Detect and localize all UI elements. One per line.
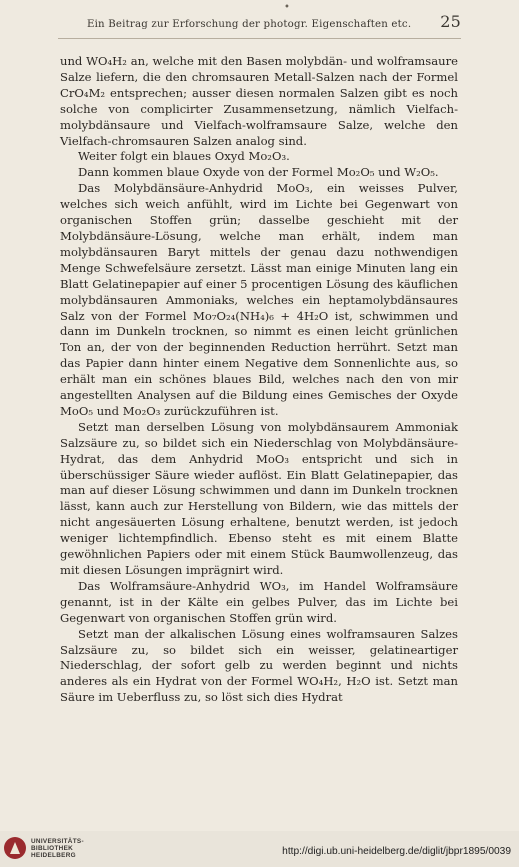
- digitization-footer: [0, 831, 519, 867]
- ink-mark: •: [284, 2, 290, 13]
- page-number: 25: [440, 12, 461, 31]
- running-title: Ein Beitrag zur Erforschung der photogr. Eigenschaften etc.: [86, 19, 412, 30]
- library-logo: [4, 837, 84, 859]
- paragraph: Setzt man der alkalischen Lösung eines wolframsauren Salzes Salzsäure zu, so bildet sich ein weisser, gelatineartiger Niederschlag, der sofort gelb zu werden beginnt und nichts anderes als ein Hydrat von der Formel WO₄H₂, H₂O ist. Setzt man Säure im Ueberfluss zu, so löst sich dies Hydrat: [60, 626, 458, 705]
- paragraph: Weiter folgt ein blaues Oxyd Mo₂O₃.: [78, 149, 290, 164]
- header-rule: [58, 38, 461, 39]
- paragraph: Das Wolframsäure-Anhydrid WO₃, im Handel Wolframsäure genannt, ist in der Kälte ein gelbes Pulver, das im Lichte bei Gegenwart von organischen Stoffen grün wird.: [60, 578, 458, 625]
- library-name: UNIVERSITÄTS- BIBLIOTHEK HEIDELBERG: [31, 837, 84, 859]
- paragraph: Setzt man derselben Lösung von molybdänsaurem Ammoniak Salzsäure zu, so bildet sich ein Niederschlag von Molybdänsäure-Hydrat, das dem Anhydrid MoO₃ entspricht und sich in überschüssiger Säure wieder auflöst. Ein Blatt Gelatinepapier, das man auf dieser Lösung schwimmen und dann im Dunkeln trocknen lässt, kann auch zur Herstellung von Bildern, wie das mittels der nicht angesäuerten Lösung erhaltene, benutzt werden, ist jedoch weniger lichtempfindlich. Ebenso steht es mit einem Blatte gewöhnlichen Papiers oder mit einem Stück Baumwollenzeug, das mit diesen Lösungen imprägnirt wird.: [60, 419, 458, 577]
- body-text: [60, 54, 458, 706]
- university-seal-icon: [4, 837, 26, 859]
- paragraph: und WO₄H₂ an, welche mit den Basen molybdän- und wolframsaure Salze liefern, die den chromsauren Metall-Salzen nach der Formel CrO₄M₂ entsprechen; ausser diesen normalen Salzen gibt es noch solche von complicirter Zusammensetzung, nämlich Vielfach-molybdänsaure und Vielfach-wolframsaure Salze, welche den Vielfach-chromsauren Salzen analog sind.: [60, 54, 458, 148]
- running-header: [58, 12, 461, 31]
- paragraph: Dann kommen blaue Oxyde von der Formel Mo₂O₅ und W₂O₅.: [78, 165, 439, 180]
- paragraph: Das Molybdänsäure-Anhydrid MoO₃, ein weisses Pulver, welches sich weich anfühlt, wird im Lichte bei Gegenwart von organischen Stoffen grün; dasselbe geschieht mit der Molybdänsäure-Lösung, welche man erhält, indem man molybdänsauren Baryt mittels der genau dazu nothwendigen Menge Schwefelsäure zersetzt. Lässt man einige Minuten lang ein Blatt Gelatinepapier auf einer 5 procentigen Lösung des käuflichen molybdänsauren Ammoniaks, welches ein heptamolybdänsaures Salz von der Formel Mo₇O₂₄(NH₄)₆ + 4H₂O ist, schwimmen und dann im Dunkeln trocknen, so nimmt es einen leicht grünlichen Ton an, der von der beginnenden Reduction herrührt. Setzt man das Papier dann hinter einem Negative dem Sonnenlichte aus, so erhält man ein schönes blaues Bild, welches nach den von mir angestellten Analysen auf die Bildung eines Gemisches der Oxyde MoO₅ und Mo₂O₃ zurückzuführen ist.: [60, 181, 458, 418]
- permalink-url[interactable]: http://digi.ub.uni-heidelberg.de/diglit/jbpr1895/0039: [282, 846, 511, 857]
